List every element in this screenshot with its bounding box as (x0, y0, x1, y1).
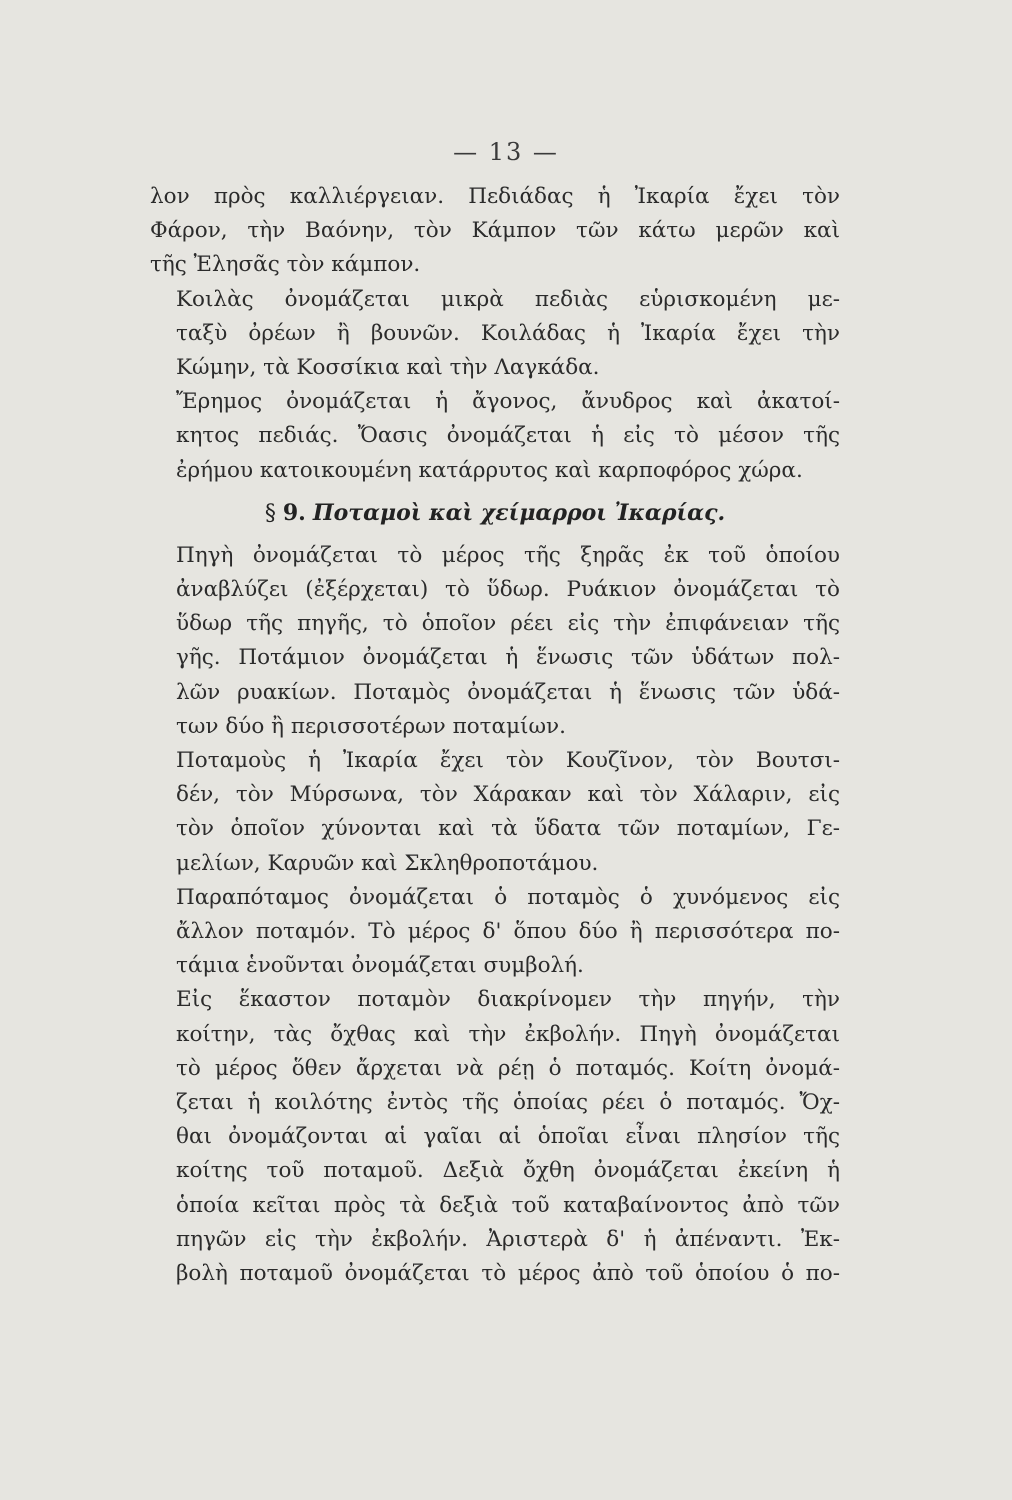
text-line: κητος πεδιάς. Ὄασις ὀνομάζεται ἡ εἰς τὸ μέσον τῆς (176, 423, 840, 449)
paragraph-rivers (150, 744, 840, 881)
text-line: γῆς. Ποτάμιον ὀνομάζεται ἡ ἕνωσις τῶν ὑδάτων πολ- (176, 645, 840, 671)
text-line: λον πρὸς καλλιέργειαν. Πεδιάδας ἡ Ἰκαρία ἔχει τὸν (150, 184, 840, 209)
text-line: βολὴ ποταμοῦ ὀνομάζεται τὸ μέρος ἀπὸ τοῦ ὁποίου ὁ πο- (176, 1261, 840, 1287)
section-heading (150, 496, 840, 531)
text-line: ζεται ἡ κοιλότης ἐντὸς τῆς ὁποίας ρέει ὁ ποταμός. Ὄχ- (176, 1090, 840, 1116)
text-line: ταξὺ ὀρέων ἢ βουνῶν. Κοιλάδας ἡ Ἰκαρία ἔχει τὴν (176, 320, 840, 346)
page-number: — 13 — (453, 138, 559, 166)
paragraph-river-parts (150, 983, 840, 1291)
section-mark: § (264, 500, 276, 526)
page-body (150, 180, 840, 1291)
paragraph-desert (150, 385, 840, 488)
text-line: ὕδωρ τῆς πηγῆς, τὸ ὁποῖον ρέει εἰς τὴν ἐπιφάνειαν τῆς (176, 611, 840, 637)
text-line: τάμια ἑνοῦνται ὀνομάζεται συμβολή. (176, 953, 584, 979)
paragraph-tributary (150, 881, 840, 984)
text-line: Ποταμοὺς ἡ Ἰκαρία ἔχει τὸν Κουζῖνον, τὸν Βουτσι- (176, 748, 840, 774)
text-line: ἄλλον ποταμόν. Τὸ μέρος δ' ὅπου δύο ἢ περισσότερα πο- (176, 919, 840, 945)
paragraph-spring (150, 539, 840, 744)
text-line: ἀναβλύζει (ἐξέρχεται) τὸ ὕδωρ. Ρυάκιον ὀνομάζεται τὸ (176, 577, 840, 603)
text-line: πηγῶν εἰς τὴν ἐκβολήν. Ἀριστερὰ δ' ἡ ἀπέναντι. Ἐκ- (176, 1226, 840, 1252)
text-line: των δύο ἢ περισσοτέρων ποταμίων. (176, 713, 566, 739)
text-line: τῆς Ἐλησᾶς τὸν κάμπον. (150, 252, 421, 278)
text-line: ὁποία κεῖται πρὸς τὰ δεξιὰ τοῦ καταβαίνοντος ἀπὸ τῶν (176, 1192, 840, 1218)
text-line: κοίτης τοῦ ποταμοῦ. Δεξιὰ ὄχθη ὀνομάζεται ἐκείνη ἡ (176, 1158, 840, 1184)
text-line: μελίων, Καρυῶν καὶ Σκληθροποτάμου. (176, 850, 599, 876)
text-line: θαι ὀνομάζονται αἱ γαῖαι αἱ ὁποῖαι εἶναι πλησίον τῆς (176, 1124, 840, 1150)
text-line: Κώμην, τὰ Κοσσίκια καὶ τὴν Λαγκάδα. (176, 355, 600, 381)
text-line: δέν, τὸν Μύρσωνα, τὸν Χάρακαν καὶ τὸν Χάλαριν, εἰς (176, 782, 840, 808)
text-line: Ἔρημος ὀνομάζεται ἡ ἄγονος, ἄνυδρος καὶ ἀκατοί- (176, 389, 840, 415)
text-line: τὸ μέρος ὅθεν ἄρχεται νὰ ρέῃ ὁ ποταμός. Κοίτη ὀνομά- (176, 1055, 840, 1081)
text-line: λῶν ρυακίων. Ποταμὸς ὀνομάζεται ἡ ἕνωσις τῶν ὑδά- (176, 679, 840, 705)
paragraph-valley (150, 283, 840, 386)
text-line: Κοιλὰς ὀνομάζεται μικρὰ πεδιὰς εὑρισκομένη με- (176, 286, 840, 312)
text-line: Παραπόταμος ὀνομάζεται ὁ ποταμὸς ὁ χυνόμενος εἰς (176, 884, 840, 910)
text-line: Φάρον, τὴν Βαόνην, τὸν Κάμπον τῶν κάτω μερῶν καὶ (150, 218, 840, 244)
text-line: τὸν ὁποῖον χύνονται καὶ τὰ ὕδατα τῶν ποταμίων, Γε- (176, 816, 840, 842)
text-line: Εἰς ἕκαστον ποταμὸν διακρίνομεν τὴν πηγήν, τὴν (176, 987, 840, 1013)
text-line: ἐρήμου κατοικουμένη κατάρρυτος καὶ καρποφόρος χώρα. (176, 457, 803, 483)
paragraph-plains-continued (150, 180, 840, 283)
section-number: 9. (282, 499, 306, 526)
text-line: κοίτην, τὰς ὄχθας καὶ τὴν ἐκβολήν. Πηγὴ ὀνομάζεται (176, 1021, 840, 1047)
text-line: Πηγὴ ὀνομάζεται τὸ μέρος τῆς ξηρᾶς ἐκ τοῦ ὁποίου (176, 542, 840, 568)
section-title: Ποταμοὶ καὶ χείμαρροι Ἰκαρίας. (312, 499, 726, 526)
